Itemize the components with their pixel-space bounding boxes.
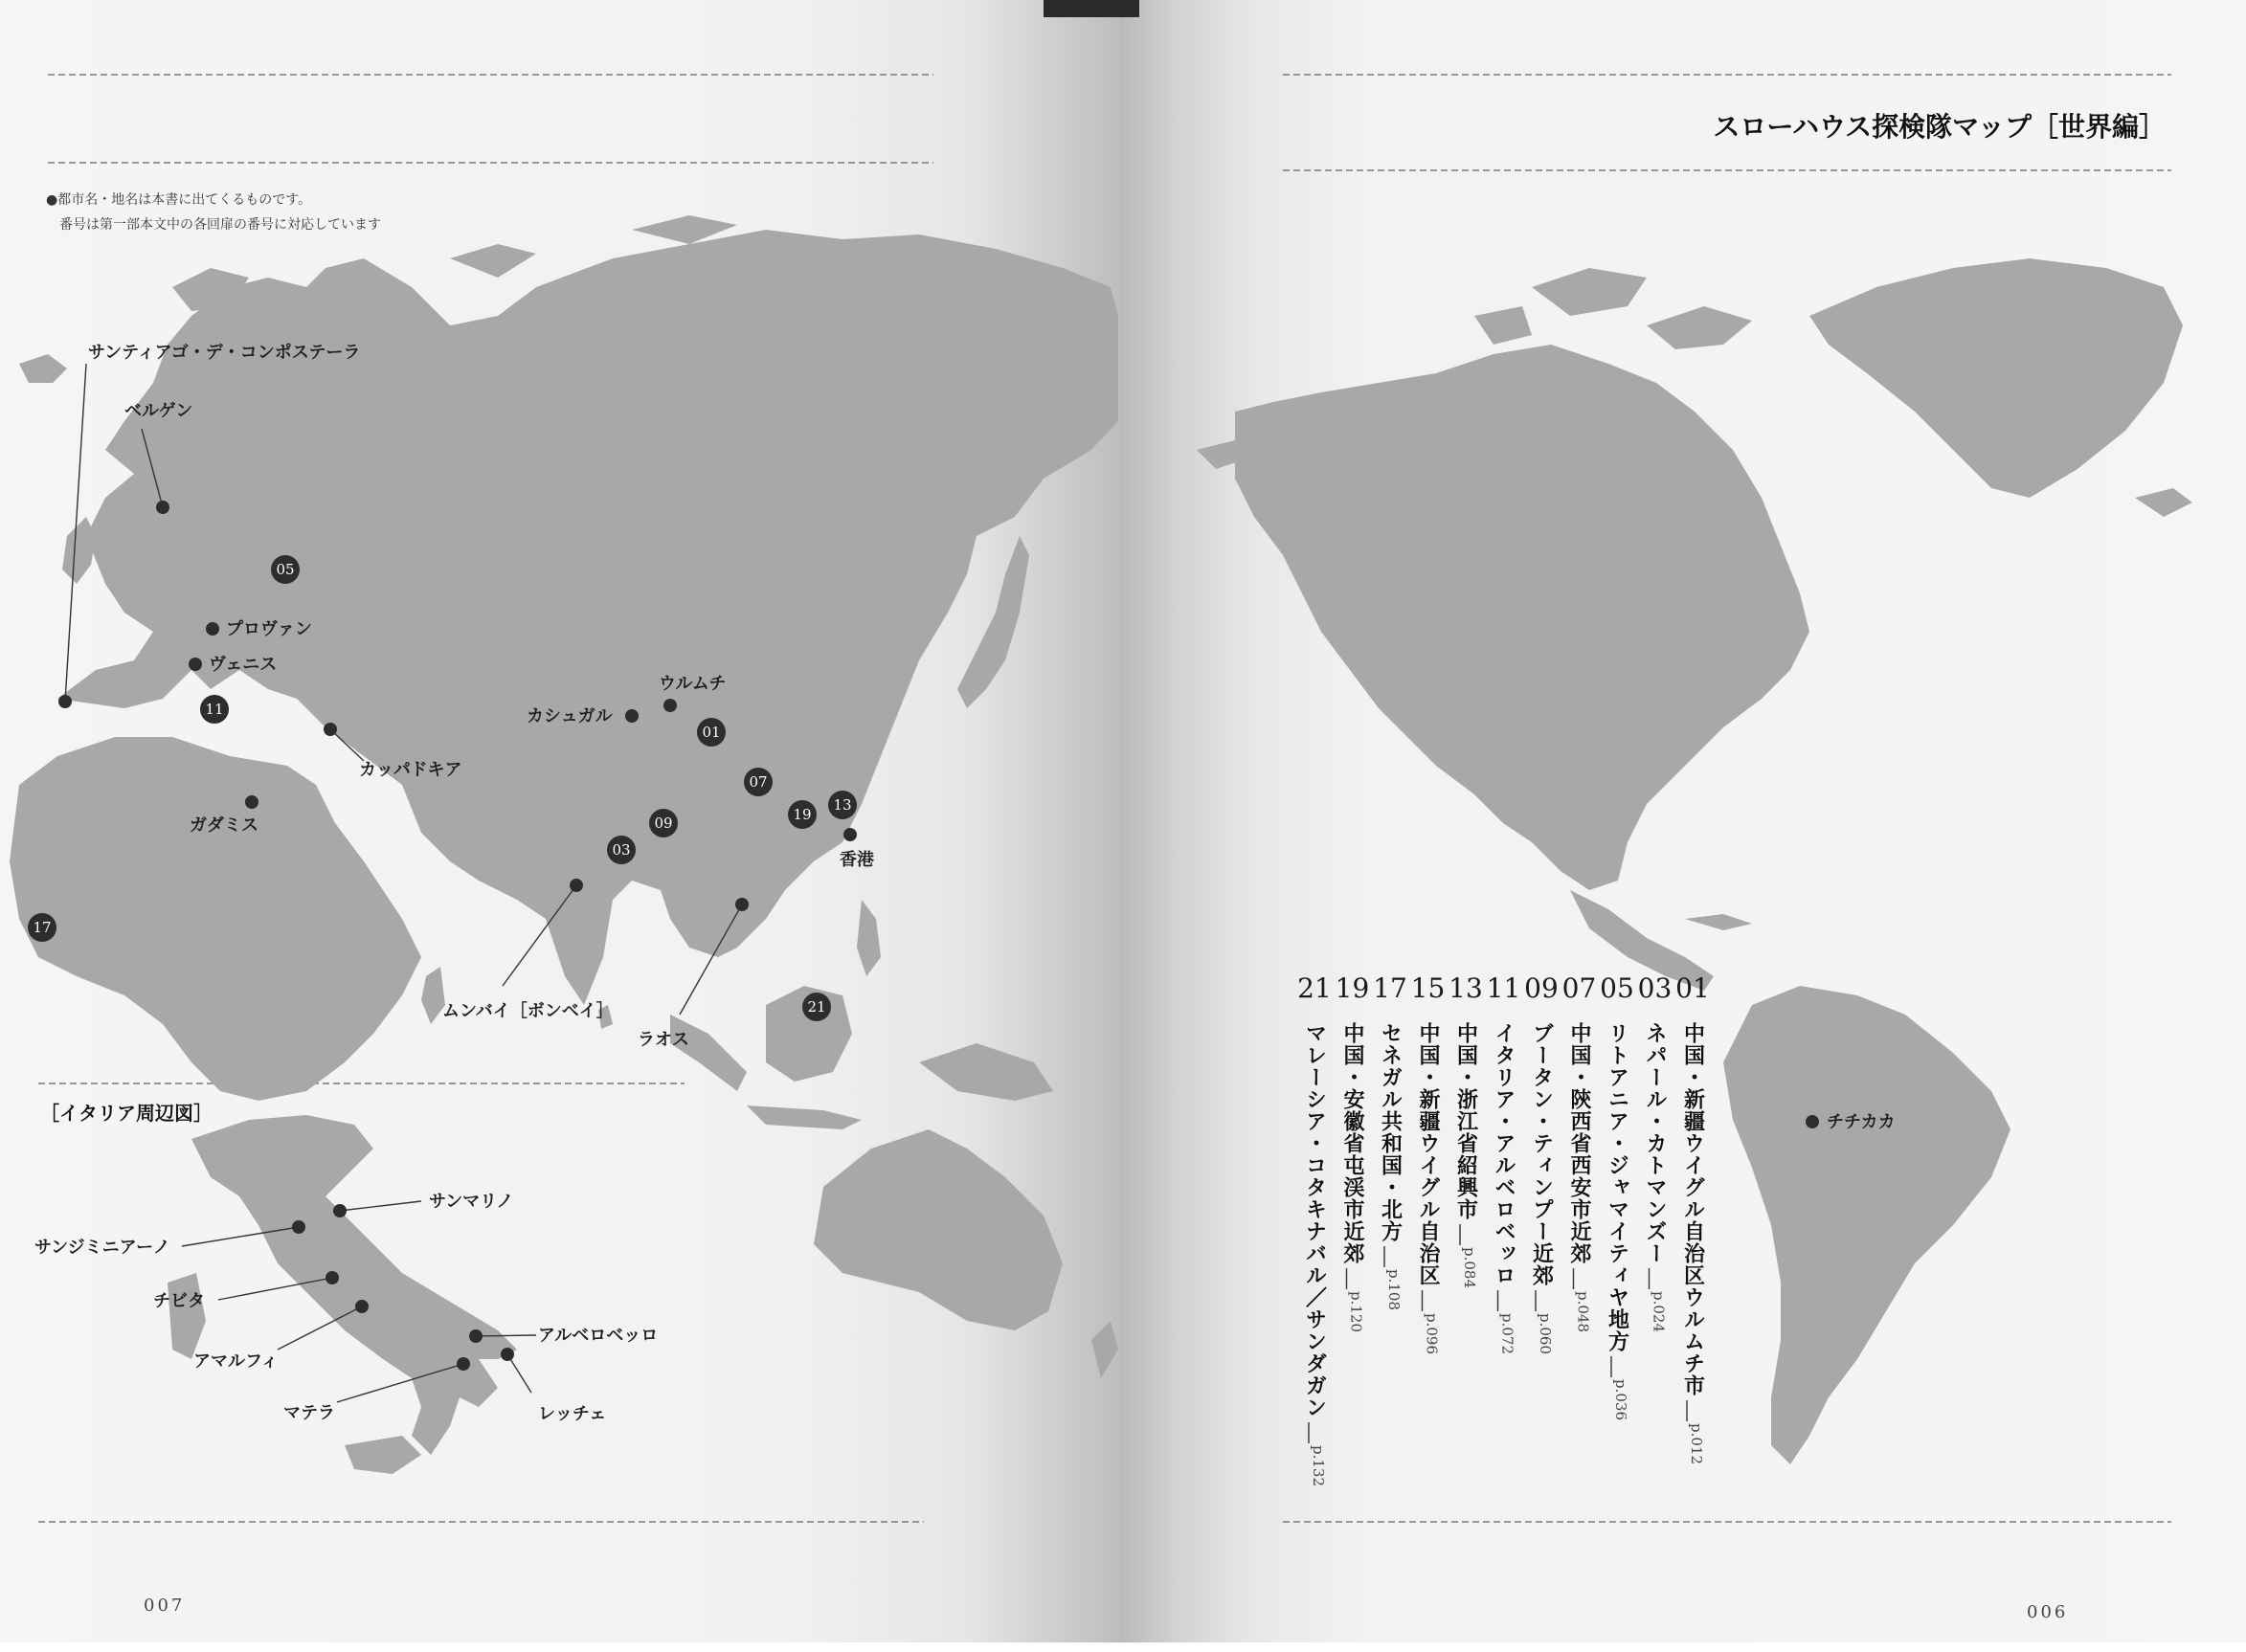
legend-page: p.012 xyxy=(1688,1423,1705,1465)
legend-place: イタリア・アルベロベッロ xyxy=(1492,1022,1516,1286)
italy-inset-map xyxy=(168,1115,517,1474)
map-note-line-1: ●都市名・地名は本書に出てくるものです。 xyxy=(46,192,312,208)
city-dot-ghadames[interactable] xyxy=(245,795,258,809)
legend-page: p.096 xyxy=(1423,1313,1441,1355)
page-number-right: 006 xyxy=(2027,1602,2069,1622)
legend-entry xyxy=(1373,972,1407,1310)
legend-entry xyxy=(1449,972,1483,1288)
legend-entry xyxy=(1487,972,1521,1354)
legend-place: ブータン・ティンプー近郊 xyxy=(1529,1022,1554,1286)
city-dot-kashgar[interactable] xyxy=(625,709,639,723)
map-number-marker[interactable] xyxy=(200,695,229,724)
city-label-bergen: ベルゲン xyxy=(124,401,193,421)
map-number-marker[interactable] xyxy=(828,791,857,819)
city-label-santiago: サンティアゴ・デ・コンポステーラ xyxy=(88,343,361,363)
legend-page: p.120 xyxy=(1347,1291,1365,1333)
map-number-marker[interactable] xyxy=(28,913,56,942)
italy-label-san-gimignano: サンジミニアーノ xyxy=(34,1238,170,1258)
italy-dot-alberobello[interactable] xyxy=(469,1329,483,1343)
italy-label-amalfi: アマルフィ xyxy=(193,1351,279,1372)
map-number-text: 19 xyxy=(793,806,812,823)
city-label-chichicaca: チチカカ xyxy=(1827,1112,1896,1132)
italy-dot-lecce[interactable] xyxy=(501,1348,514,1361)
legend-entry xyxy=(1675,972,1710,1464)
city-label-venice: ヴェニス xyxy=(209,655,278,675)
legend-number: 07 xyxy=(1561,972,1597,1004)
map-number-marker[interactable] xyxy=(649,809,678,837)
legend-entry xyxy=(1562,972,1597,1332)
legend-number: 13 xyxy=(1449,972,1483,1004)
legend-entry xyxy=(1336,972,1370,1332)
city-dot-bergen[interactable] xyxy=(156,501,169,514)
legend-page: p.060 xyxy=(1537,1313,1554,1355)
legend-page: p.024 xyxy=(1650,1291,1668,1333)
legend-page: p.048 xyxy=(1574,1291,1592,1333)
map-number-text: 13 xyxy=(833,796,852,814)
legend-number: 11 xyxy=(1486,972,1521,1004)
legend-place: ネパール・カトマンズー xyxy=(1643,1022,1667,1264)
map-number-text: 09 xyxy=(654,815,673,832)
city-label-provins: プロヴァン xyxy=(226,619,312,639)
landmass-eurasia xyxy=(10,215,1118,1378)
legend-number: 01 xyxy=(1675,972,1710,1004)
city-dot-provins[interactable] xyxy=(206,622,219,636)
city-dot-santiago[interactable] xyxy=(58,695,72,708)
leader-alberobello xyxy=(476,1335,536,1336)
city-dot-mumbai[interactable] xyxy=(570,879,583,892)
page-number-left: 007 xyxy=(144,1596,186,1616)
legend-entry xyxy=(1600,972,1634,1420)
map-number-text: 05 xyxy=(276,561,295,578)
map-number-text: 21 xyxy=(807,998,826,1016)
legend-number: 17 xyxy=(1373,972,1407,1004)
city-label-mumbai: ムンバイ［ボンベイ］ xyxy=(442,1001,614,1021)
city-dot-cappadocia[interactable] xyxy=(324,723,337,736)
legend-place: 中国・新疆ウイグル自治区ウルムチ市 xyxy=(1680,1022,1705,1396)
legend xyxy=(1297,972,1710,1486)
legend-page: p.132 xyxy=(1310,1445,1327,1487)
legend-number: 09 xyxy=(1524,972,1559,1004)
map-number-text: 07 xyxy=(749,773,768,791)
city-label-kashgar: カシュガル xyxy=(527,706,613,726)
italy-dot-amalfi[interactable] xyxy=(355,1300,369,1313)
italy-inset-title: ［イタリア周辺図］ xyxy=(40,1102,213,1125)
italy-dot-san-marino[interactable] xyxy=(333,1204,347,1217)
legend-place: 中国・新疆ウイグル自治区 xyxy=(1416,1022,1440,1286)
legend-place: マレーシア・コタキナバル／サンダガン xyxy=(1302,1022,1327,1418)
city-label-cappadocia: カッパドキア xyxy=(359,760,462,780)
legend-number: 03 xyxy=(1637,972,1673,1004)
city-dot-hongkong[interactable] xyxy=(843,828,857,841)
city-dot-urumqi[interactable] xyxy=(663,699,677,712)
legend-place: セネガル共和国・北方 xyxy=(1378,1022,1403,1242)
legend-page: p.072 xyxy=(1498,1313,1516,1355)
map-number-text: 17 xyxy=(33,919,52,936)
legend-number: 15 xyxy=(1410,972,1446,1004)
legend-page: p.084 xyxy=(1461,1247,1478,1289)
legend-number: 05 xyxy=(1600,972,1634,1004)
italy-dot-san-gimignano[interactable] xyxy=(292,1220,305,1234)
legend-page: p.108 xyxy=(1385,1269,1403,1311)
map-note-line-2: 番号は第一部本文中の各回扉の番号に対応しています xyxy=(59,217,381,233)
city-label-ghadames: ガダミス xyxy=(190,815,258,836)
italy-label-alberobello: アルベロベッロ xyxy=(538,1326,659,1346)
italy-dot-civita[interactable] xyxy=(326,1271,339,1284)
legend-entry xyxy=(1297,972,1332,1486)
italy-dot-matera[interactable] xyxy=(457,1357,470,1371)
map-number-text: 03 xyxy=(612,841,631,859)
legend-entry xyxy=(1638,972,1673,1332)
map-number-marker[interactable] xyxy=(697,718,726,747)
legend-page: p.036 xyxy=(1612,1379,1629,1421)
legend-place: 中国・浙江省紹興市 xyxy=(1453,1022,1478,1220)
leader-san-marino xyxy=(340,1201,421,1211)
city-label-urumqi: ウルムチ xyxy=(659,674,727,694)
map-number-marker[interactable] xyxy=(607,836,636,864)
leader-lecce xyxy=(507,1354,531,1393)
italy-label-matera: マテラ xyxy=(283,1403,335,1423)
legend-place: リトアニア・ジャマイティヤ地方 xyxy=(1605,1022,1629,1352)
city-dot-laos[interactable] xyxy=(735,898,749,911)
legend-place: 中国・陝西省西安市近郊 xyxy=(1567,1022,1591,1264)
legend-entry xyxy=(1411,972,1446,1354)
legend-number: 19 xyxy=(1335,972,1370,1004)
city-label-hongkong: 香港 xyxy=(840,850,874,870)
map-number-text: 01 xyxy=(702,724,721,741)
italy-label-lecce: レッチェ xyxy=(538,1404,607,1424)
legend-entry xyxy=(1524,972,1559,1354)
city-label-laos: ラオス xyxy=(638,1030,689,1050)
italy-label-civita: チビタ xyxy=(153,1291,205,1311)
map-title: スローハウス探検隊マップ［世界編］ xyxy=(1713,111,2166,143)
city-dot-venice[interactable] xyxy=(189,658,202,671)
city-dot-chichicaca[interactable] xyxy=(1806,1115,1819,1128)
map-number-marker[interactable] xyxy=(788,800,817,829)
legend-number: 21 xyxy=(1297,972,1332,1004)
map-number-marker[interactable] xyxy=(802,993,831,1021)
map-number-marker[interactable] xyxy=(744,768,773,796)
map-number-marker[interactable] xyxy=(271,555,300,584)
legend-place: 中国・安徽省屯渓市近郊 xyxy=(1340,1022,1364,1264)
map-number-text: 11 xyxy=(205,701,224,718)
italy-label-san-marino: サンマリノ xyxy=(429,1192,514,1212)
